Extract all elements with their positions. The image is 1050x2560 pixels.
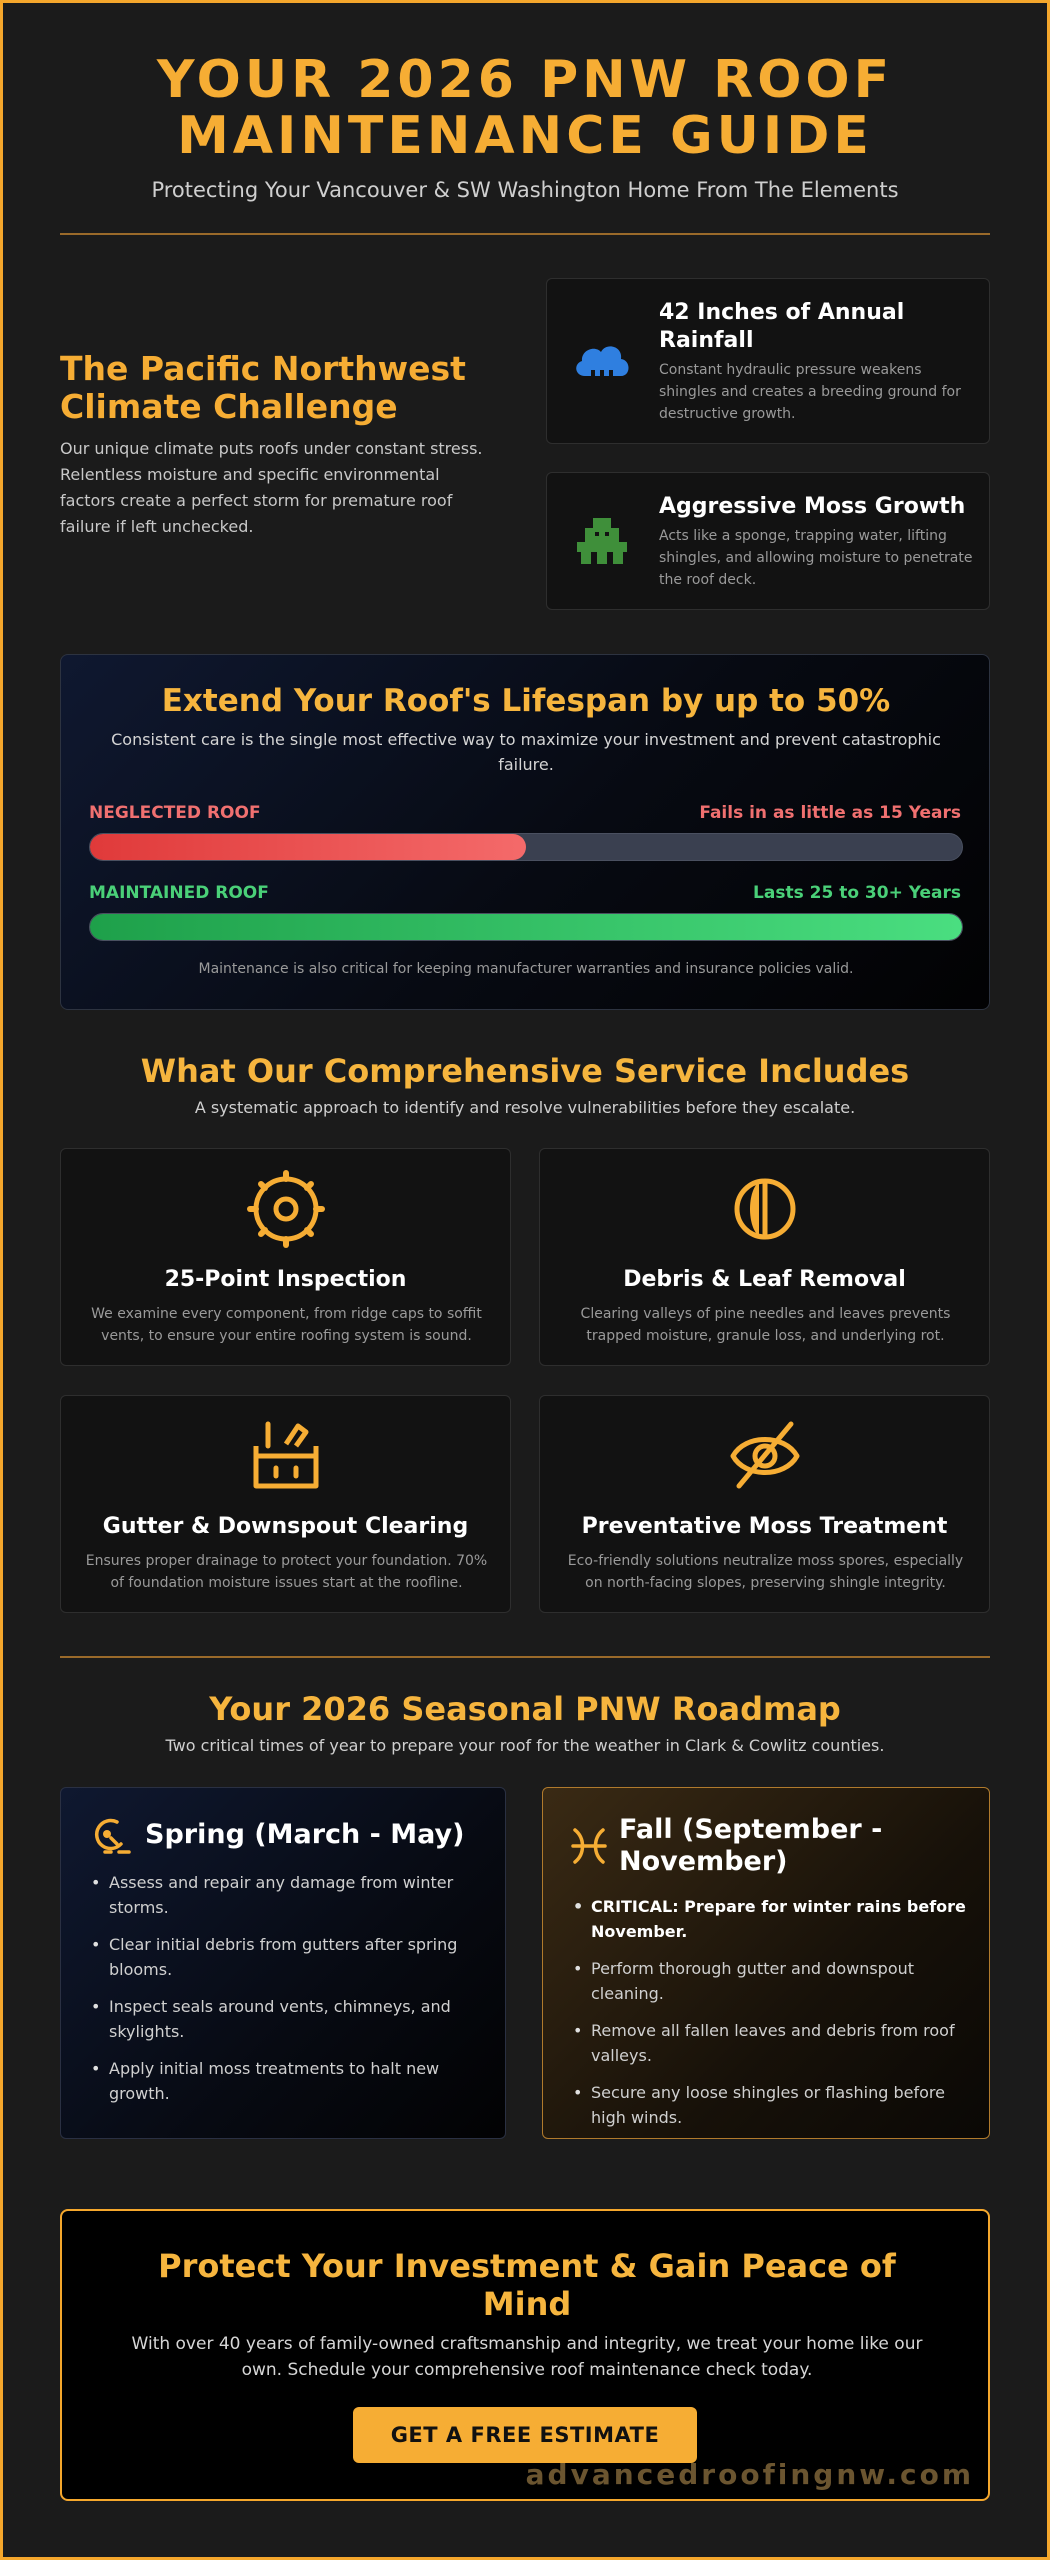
moss-card <box>546 472 990 610</box>
list-item: • Assess and repair any damage from winter storms. <box>87 1870 487 1920</box>
roadmap-title: Your 2026 Seasonal PNW Roadmap <box>209 1690 841 1728</box>
list-item: • Remove all fallen leaves and debris from roof valleys. <box>569 2018 969 2068</box>
rainfall-desc: Constant hydraulic pressure weakens shingles and creates a breeding ground for destructive growth. <box>659 362 961 422</box>
spring-list <box>87 1870 487 2118</box>
maintained-bar <box>89 913 963 941</box>
eye-treatment-icon <box>725 1416 805 1496</box>
lifespan-subtitle: Consistent care is the single most effective way to maximize your investment and prevent catastrophic failure. <box>111 730 941 774</box>
divider <box>60 1656 990 1658</box>
maintained-bar-fill <box>90 914 962 940</box>
moss-desc: Acts like a sponge, trapping water, lifting shingles, and allowing moisture to penetrate the roof deck. <box>659 528 973 588</box>
service-desc: Clearing valleys of pine needles and leaves prevents trapped moisture, granule loss, and underlying rot. <box>580 1306 951 1344</box>
page-subtitle: Protecting Your Vancouver & SW Washington Home From The Elements <box>151 178 899 202</box>
fall-list <box>569 1894 969 2142</box>
page-title-line2: MAINTENANCE GUIDE <box>177 106 873 166</box>
critical-item: • CRITICAL: Prepare for winter rains before November. <box>569 1894 969 1944</box>
gutter-icon <box>246 1416 326 1496</box>
maintained-value: Lasts 25 to 30+ Years <box>753 883 961 903</box>
free-estimate-button[interactable]: GET A FREE ESTIMATE <box>353 2407 697 2463</box>
fall-pisces-icon <box>567 1824 611 1868</box>
rainfall-card <box>546 278 990 444</box>
rainfall-title: 42 Inches of Annual Rainfall <box>659 300 905 353</box>
service-title: Debris & Leaf Removal <box>623 1267 906 1292</box>
lifespan-note: Maintenance is also critical for keeping manufacturer warranties and insurance policies valid. <box>198 961 854 977</box>
leaf-icon <box>725 1169 805 1249</box>
list-item: • Inspect seals around vents, chimneys, and skylights. <box>87 1994 487 2044</box>
rain-cloud-icon <box>571 336 633 386</box>
services-title: What Our Comprehensive Service Includes <box>140 1052 910 1090</box>
cta-body: With over 40 years of family-owned craftsmanship and integrity, we treat your home like our own. Schedule your comprehensive roof maintenance check today. <box>131 2334 923 2380</box>
list-item: • Clear initial debris from gutters after spring blooms. <box>87 1932 487 1982</box>
climate-body: Our unique climate puts roofs under constant stress. Relentless moisture and specific environmental factors create a perfect storm for premature roof failure if left unchecked. <box>60 439 483 536</box>
lifespan-title: Extend Your Roof's Lifespan by up to 50% <box>161 683 891 719</box>
service-card-debris <box>539 1148 990 1366</box>
spring-card <box>60 1787 506 2139</box>
inspection-gear-icon <box>246 1169 326 1249</box>
list-item: • Apply initial moss treatments to halt new growth. <box>87 2056 487 2106</box>
page-title <box>60 52 990 164</box>
cta-title-line1: Protect Your Investment & Gain Peace of <box>158 2247 896 2285</box>
page-title-line1: YOUR 2026 PNW ROOF <box>156 50 894 110</box>
service-card-inspection <box>60 1148 511 1366</box>
lifespan-panel <box>60 654 990 1010</box>
list-item: • Perform thorough gutter and downspout cleaning. <box>569 1956 969 2006</box>
spring-title: Spring (March - May) <box>145 1819 465 1850</box>
service-desc: Eco-friendly solutions neutralize moss spores, especially on north-facing slopes, preserving shingle integrity. <box>567 1553 964 1591</box>
maintained-label: MAINTAINED ROOF <box>89 883 269 903</box>
fall-title-line2: November) <box>619 1846 788 1877</box>
spring-sun-icon <box>87 1814 131 1858</box>
neglected-value: Fails in as little as 15 Years <box>699 803 961 823</box>
neglected-label: NEGLECTED ROOF <box>89 803 261 823</box>
fall-title <box>619 1814 969 1878</box>
service-title: Gutter & Downspout Clearing <box>102 1514 469 1539</box>
fall-card <box>542 1787 990 2139</box>
service-title: 25-Point Inspection <box>164 1267 407 1292</box>
climate-title: The Pacific Northwest Climate Challenge <box>60 349 466 426</box>
cta-title <box>102 2247 952 2323</box>
moss-title: Aggressive Moss Growth <box>659 494 966 519</box>
website-watermark: advancedroofingnw.com <box>525 2458 974 2491</box>
fall-title-line1: Fall (September - <box>619 1814 883 1845</box>
moss-icon <box>571 516 633 566</box>
neglected-bar-fill <box>90 834 526 860</box>
service-card-moss-treatment <box>539 1395 990 1613</box>
neglected-bar <box>89 833 963 861</box>
service-title: Preventative Moss Treatment <box>581 1514 948 1539</box>
service-desc: We examine every component, from ridge caps to soffit vents, to ensure your entire roofing system is sound. <box>91 1306 482 1344</box>
service-card-gutter <box>60 1395 511 1613</box>
divider <box>60 233 990 235</box>
services-subtitle: A systematic approach to identify and resolve vulnerabilities before they escalate. <box>194 1098 856 1117</box>
service-desc: Ensures proper drainage to protect your foundation. 70% of foundation moisture issues start at the roofline. <box>85 1553 488 1591</box>
list-item: • Secure any loose shingles or flashing before high winds. <box>569 2080 969 2130</box>
roadmap-subtitle: Two critical times of year to prepare your roof for the weather in Clark & Cowlitz counties. <box>165 1736 885 1755</box>
cta-title-line2: Mind <box>482 2285 572 2323</box>
